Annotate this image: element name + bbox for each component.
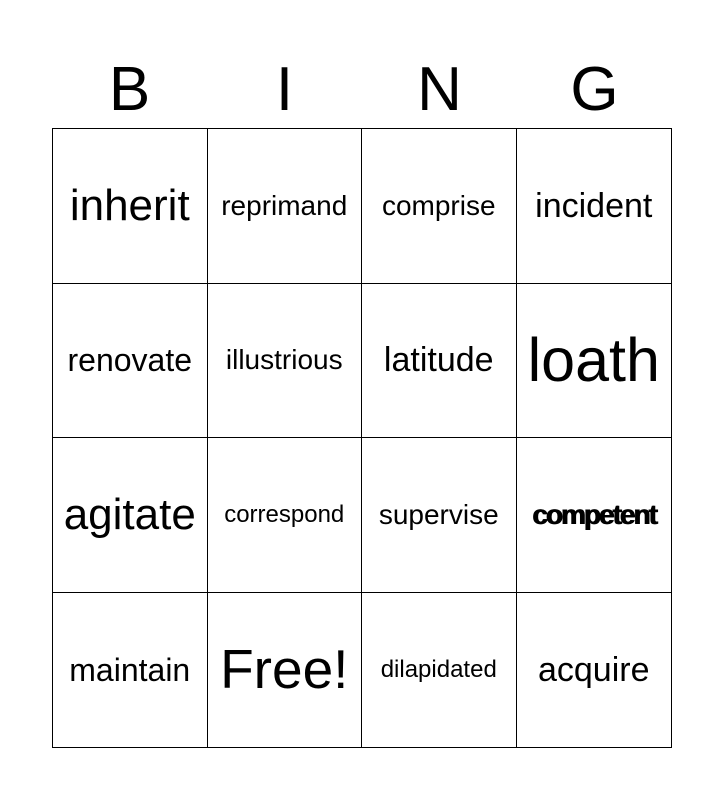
bingo-cell[interactable]: loath <box>517 284 672 439</box>
bingo-cell[interactable]: correspond <box>208 438 363 593</box>
bingo-cell[interactable]: competent <box>517 438 672 593</box>
header-letter-g: G <box>570 55 619 124</box>
header-letter-n: N <box>417 55 462 124</box>
bingo-cell[interactable]: incident <box>517 129 672 284</box>
bingo-cell[interactable]: dilapidated <box>362 593 517 748</box>
bingo-cell[interactable]: comprise <box>362 129 517 284</box>
bingo-cell[interactable]: illustrious <box>208 284 363 439</box>
bingo-cell[interactable]: supervise <box>362 438 517 593</box>
header-letter-b: B <box>108 55 151 124</box>
bingo-cell[interactable]: agitate <box>53 438 208 593</box>
bingo-cell[interactable]: renovate <box>53 284 208 439</box>
bingo-cell[interactable]: maintain <box>53 593 208 748</box>
bingo-header <box>52 52 672 128</box>
bingo-cell[interactable]: acquire <box>537 650 650 689</box>
bingo-cell[interactable]: reprimand <box>208 129 363 284</box>
free-space-cell[interactable]: Free! <box>208 593 363 748</box>
bingo-cell[interactable]: inherit <box>53 129 208 284</box>
bingo-card-grid <box>52 128 672 748</box>
header-letter-i: I <box>275 55 294 124</box>
bingo-cell[interactable]: latitude <box>362 284 517 439</box>
